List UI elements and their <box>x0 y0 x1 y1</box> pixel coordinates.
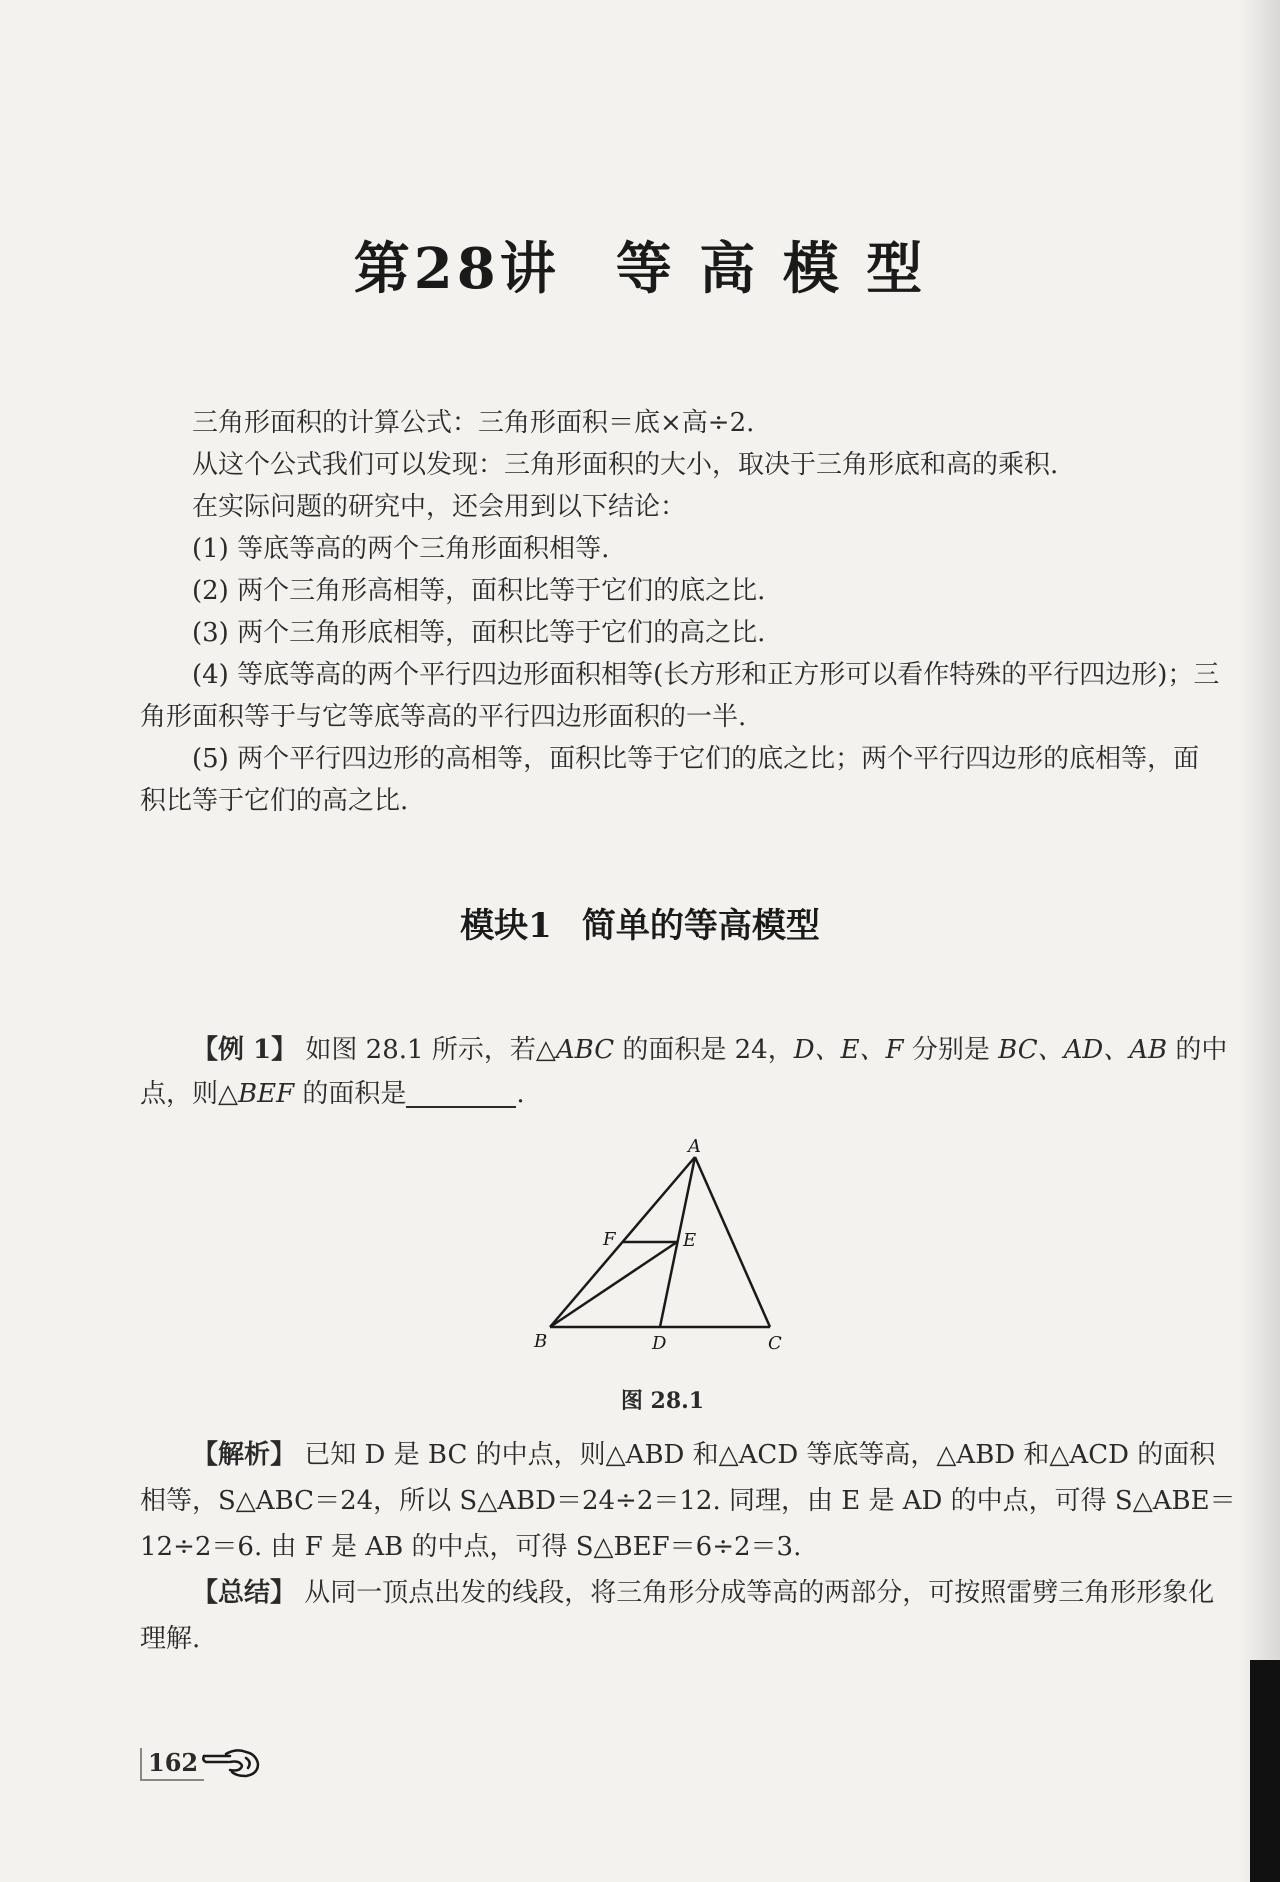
analysis-paragraph <box>140 1432 1240 1570</box>
module-number: 模块1 <box>460 906 552 946</box>
analysis-text: 已知 D 是 BC 的中点，则△ABD 和△ACD 等底等高，△ABD 和△ACD 的面积相等，S△ABC＝24，所以 S△ABD＝24÷2＝12. 同理，由 E 是 AD 的中点，可得 S△ABE＝12÷2＝6. 由 F 是 AB 的中点，可得 S△BEF＝6÷2＝3. <box>140 1440 1236 1562</box>
example-1-text <box>140 1028 1240 1116</box>
example-text-part: 的面积是 <box>294 1079 407 1109</box>
point-label-b: B <box>534 1331 548 1352</box>
segment-be <box>550 1242 677 1327</box>
triangle-abc-label: ABC <box>555 1035 615 1065</box>
conclusion-item: (2) 两个三角形高相等，面积比等于它们的底之比. <box>192 576 766 606</box>
chapter-number: 第28讲 <box>353 236 560 302</box>
example-1 <box>140 1028 1240 1116</box>
example-text-part: 如图 28.1 所示，若△ <box>305 1035 556 1065</box>
summary-paragraph <box>140 1570 1240 1662</box>
chapter-name: 等 高 模 型 <box>615 236 927 302</box>
example-tag: 【例 1】 <box>192 1035 298 1065</box>
point-label-d: D <box>652 1333 667 1354</box>
point-label-a: A <box>688 1136 701 1157</box>
point-label-f: F <box>603 1229 616 1250</box>
segments-label: BC、AD、AB <box>998 1035 1168 1065</box>
example-text-part: 的中点，则△ <box>140 1035 1228 1109</box>
segment-ac <box>695 1157 770 1327</box>
analysis-tag: 【解析】 <box>192 1440 297 1470</box>
scan-edge-dark-area <box>1250 1660 1280 1882</box>
figure-caption: 图 28.1 <box>620 1388 705 1414</box>
summary-text: 从同一顶点出发的线段，将三角形分成等高的两部分，可按照雷劈三角形形象化理解. <box>140 1578 1215 1654</box>
triangle-figure <box>530 1135 810 1355</box>
conclusion-item: (5) 两个平行四边形的高相等，面积比等于它们的底之比；两个平行四边形的底相等，面积比等于它们的高之比. <box>140 744 1200 816</box>
points-def-label: D、E、F <box>793 1035 904 1065</box>
example-text-part: . <box>516 1079 525 1109</box>
analysis-section <box>140 1432 1240 1662</box>
point-label-c: C <box>768 1333 782 1354</box>
answer-blank[interactable] <box>406 1080 516 1108</box>
module-title <box>0 898 1280 947</box>
chapter-title <box>0 225 1280 305</box>
page-number: 162 <box>140 1748 204 1781</box>
example-text-part: 的面积是 24， <box>614 1035 794 1065</box>
conclusion-item: (3) 两个三角形底相等，面积比等于它们的高之比. <box>192 618 766 648</box>
intro-line-2: 从这个公式我们可以发现：三角形面积的大小，取决于三角形底和高的乘积. <box>192 450 1059 480</box>
intro-section <box>140 402 1220 822</box>
conclusion-item: (1) 等底等高的两个三角形面积相等. <box>192 534 610 564</box>
summary-tag: 【总结】 <box>192 1578 297 1608</box>
intro-line-3: 在实际问题的研究中，还会用到以下结论： <box>192 492 687 522</box>
triangle-bef-label: BEF <box>238 1079 295 1109</box>
point-label-e: E <box>683 1230 697 1251</box>
pointing-hand-icon <box>200 1742 262 1782</box>
module-name: 简单的等高模型 <box>581 906 820 946</box>
conclusion-item: (4) 等底等高的两个平行四边形面积相等(长方形和正方形可以看作特殊的平行四边形)；三角形面积等于与它等底等高的平行四边形面积的一半. <box>140 660 1220 732</box>
example-text-part: 分别是 <box>903 1035 999 1065</box>
intro-line-1: 三角形面积的计算公式：三角形面积＝底×高÷2. <box>192 408 755 438</box>
